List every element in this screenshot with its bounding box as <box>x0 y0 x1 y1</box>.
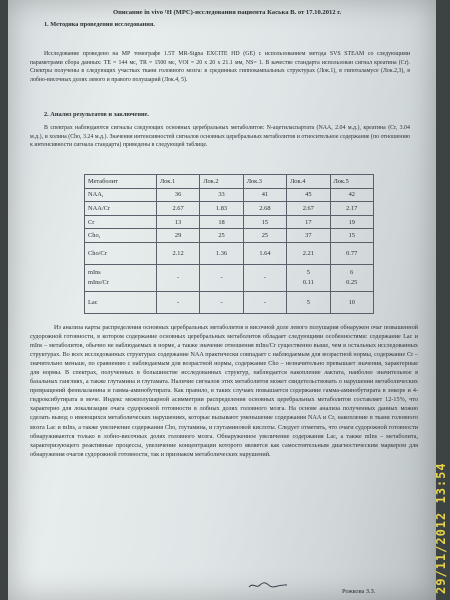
table-row <box>85 291 374 313</box>
table-cell: 15 <box>243 215 286 229</box>
table-cell: 25 <box>243 229 286 243</box>
table-cell: - <box>243 291 286 313</box>
table-cell: - <box>243 264 286 291</box>
table-cell: 0.77 <box>330 242 373 264</box>
table-row <box>85 202 374 216</box>
camera-date-stamp: 29/11/2012 13:54 <box>434 462 448 594</box>
table-cell: - <box>200 291 243 313</box>
table-cell: 41 <box>243 188 286 202</box>
table-cell: - <box>156 291 199 313</box>
section-title-analysis: 2. Анализ результатов и заключение. <box>44 111 149 118</box>
table-cell: - <box>200 264 243 291</box>
handwritten-signature <box>248 580 288 590</box>
table-header-cell: Лок.4 <box>287 175 330 189</box>
table-header-cell: Лок.2 <box>200 175 243 189</box>
table-cell: - <box>156 264 199 291</box>
table-cell: 6 0.25 <box>330 264 373 291</box>
table-cell: 2.67 <box>156 202 199 216</box>
table-cell: 2.12 <box>156 242 199 264</box>
section-title-method: 1. Методика проведения исследования. <box>44 21 155 28</box>
table-row <box>85 188 374 202</box>
row-label: Cho, <box>85 229 157 243</box>
table-cell: 2.68 <box>243 202 286 216</box>
table-cell: 10 <box>330 291 373 313</box>
table-cell: 18 <box>200 215 243 229</box>
table-header-cell: Лок.5 <box>330 175 373 189</box>
document-title: Описание in vivo ¹H (MPC)-исследования пациента Каська В. от 17.10.2012 г. <box>113 9 342 16</box>
conclusion-paragraph: Из анализа карты распределения основных церебральных метаболитов в височной доле левого полушария обнаружен очаг повышенной судорожной готовности, в котором содержание основных церебральных метаболитов обладает следующими особенностями: содержание Lac и mIns – метаболитов, обычно не наблюдаемых в норме, а также значение отношения mIns/Cr существенно выше, чем в остальных исследованных структурах. Во всех исследованных структурах содержание NAA практически совпадает с наблюдаемым для возрастной нормы, содержание Cr – значительно меньше, по сравнению с наблюдаемым для возрастной нормы, содержание Cho – незначительно превышает значения, характерные для нормы. В спектрах, полученных в большинстве исследованных структур, наблюдается накопление лактата, наиболее значительное в базальных ганглиях, а также глутамина и глутамата. Наличие сигналов этих метаболитов может свидетельствовать о нарушении метаболических превращений фенилаланина и гамма-аминобутирата. Как правило, в таких случаях повышается содержание гамма-аминобутирата в энкоре и 4-гидроксибутирата в моче. Индекс межполушарной асимметрии распределения основных церебральных метаболитов составляет 12-15%, что характерно для локализации очага судорожной готовности в лобных долях головного мозга. На основе анализа полученных данных можно сделать вывод о имеющихся метаболических нарушениях, которые вызывают уменьшение содержания NAA и Cr, накопление в ткани головного мозга Lac и mIns, а также увеличение содержания Cho, глутамина, и глутаминовой кислоты. Следует отметить, что очаги судорожной готовности обнаруживаются только в лобно-височных долях головного мозга. Обнаруженное увеличение содержания Lac, а также mIns – метаболита, характеризующего реактивные процессы, увеличение концентрации которого является как самостоятельным диагностическим маркером для обнаружения очагов судорожной готовности, так и признаком метаболических нарушений. <box>30 324 418 458</box>
table-cell: 25 <box>200 229 243 243</box>
document-page <box>8 0 436 600</box>
table-cell: 37 <box>287 229 330 243</box>
table-cell: 2.67 <box>287 202 330 216</box>
table-cell: 19 <box>330 215 373 229</box>
analysis-intro-paragraph: В спектрах наблюдаются сигналы следующих основных церебральных метаболитов: N-ацетиласпартата (NAA, 2.04 м.д.), креатина (Cr, 3.04 м.д.), и холина (Cho, 3.24 м.д.). Значения интенсивностей сигналов основных церебральных метаболитов и относительное содержание (по отношению к интенсивности сигнала стандарта) приведены в следующей таблице. <box>30 125 410 149</box>
table-cell: 5 0.11 <box>287 264 330 291</box>
row-label: NAA/Cr <box>85 202 157 216</box>
signer-name: Рожкова З.З. <box>342 588 376 595</box>
table-cell: 5 <box>287 291 330 313</box>
table-header-cell: Лок.3 <box>243 175 286 189</box>
method-paragraph: Исследование проведено на МР томографе 1.5Т MR-Signa EXCITE HD (GE) с использованием метода SVS STEAM со следующими параметрами сбора данных: TE = 144 мс, TR = 1500 мс, VOI = 20 x 20 x 21.1 мм, NS= 1. В качестве стандарта использован сигнал креатина (Cr). Спектры получены в следующих участках ткани головного мозга: в срединных гиппокампальных структурах (Лок.1), в гипоталамусе (Лок.2,3), в лобно-височных долях левого и правого полушарий (Лок.4, 5). <box>30 51 410 83</box>
table-header-row <box>85 175 374 189</box>
table-cell: 13 <box>156 215 199 229</box>
table-row <box>85 242 374 264</box>
table-cell: 17 <box>287 215 330 229</box>
table-header-cell: Лок.1 <box>156 175 199 189</box>
row-label: NAA, <box>85 188 157 202</box>
table-cell: 29 <box>156 229 199 243</box>
table-cell: 1.83 <box>200 202 243 216</box>
table-cell: 45 <box>287 188 330 202</box>
row-label: Cr <box>85 215 157 229</box>
table-cell: 1.64 <box>243 242 286 264</box>
table-cell: 42 <box>330 188 373 202</box>
table-cell: 36 <box>156 188 199 202</box>
table-cell: 2.17 <box>330 202 373 216</box>
table-row <box>85 264 374 291</box>
row-label: mIns mIns/Cr <box>85 264 157 291</box>
row-label: Lac <box>85 291 157 313</box>
table-header-cell: Метаболит <box>85 175 157 189</box>
row-label: Cho/Cr <box>85 242 157 264</box>
table-cell: 33 <box>200 188 243 202</box>
table-cell: 15 <box>330 229 373 243</box>
table-cell: 2.21 <box>287 242 330 264</box>
table-row <box>85 229 374 243</box>
table-cell: 1.36 <box>200 242 243 264</box>
metabolite-table <box>84 174 374 314</box>
table-row <box>85 215 374 229</box>
